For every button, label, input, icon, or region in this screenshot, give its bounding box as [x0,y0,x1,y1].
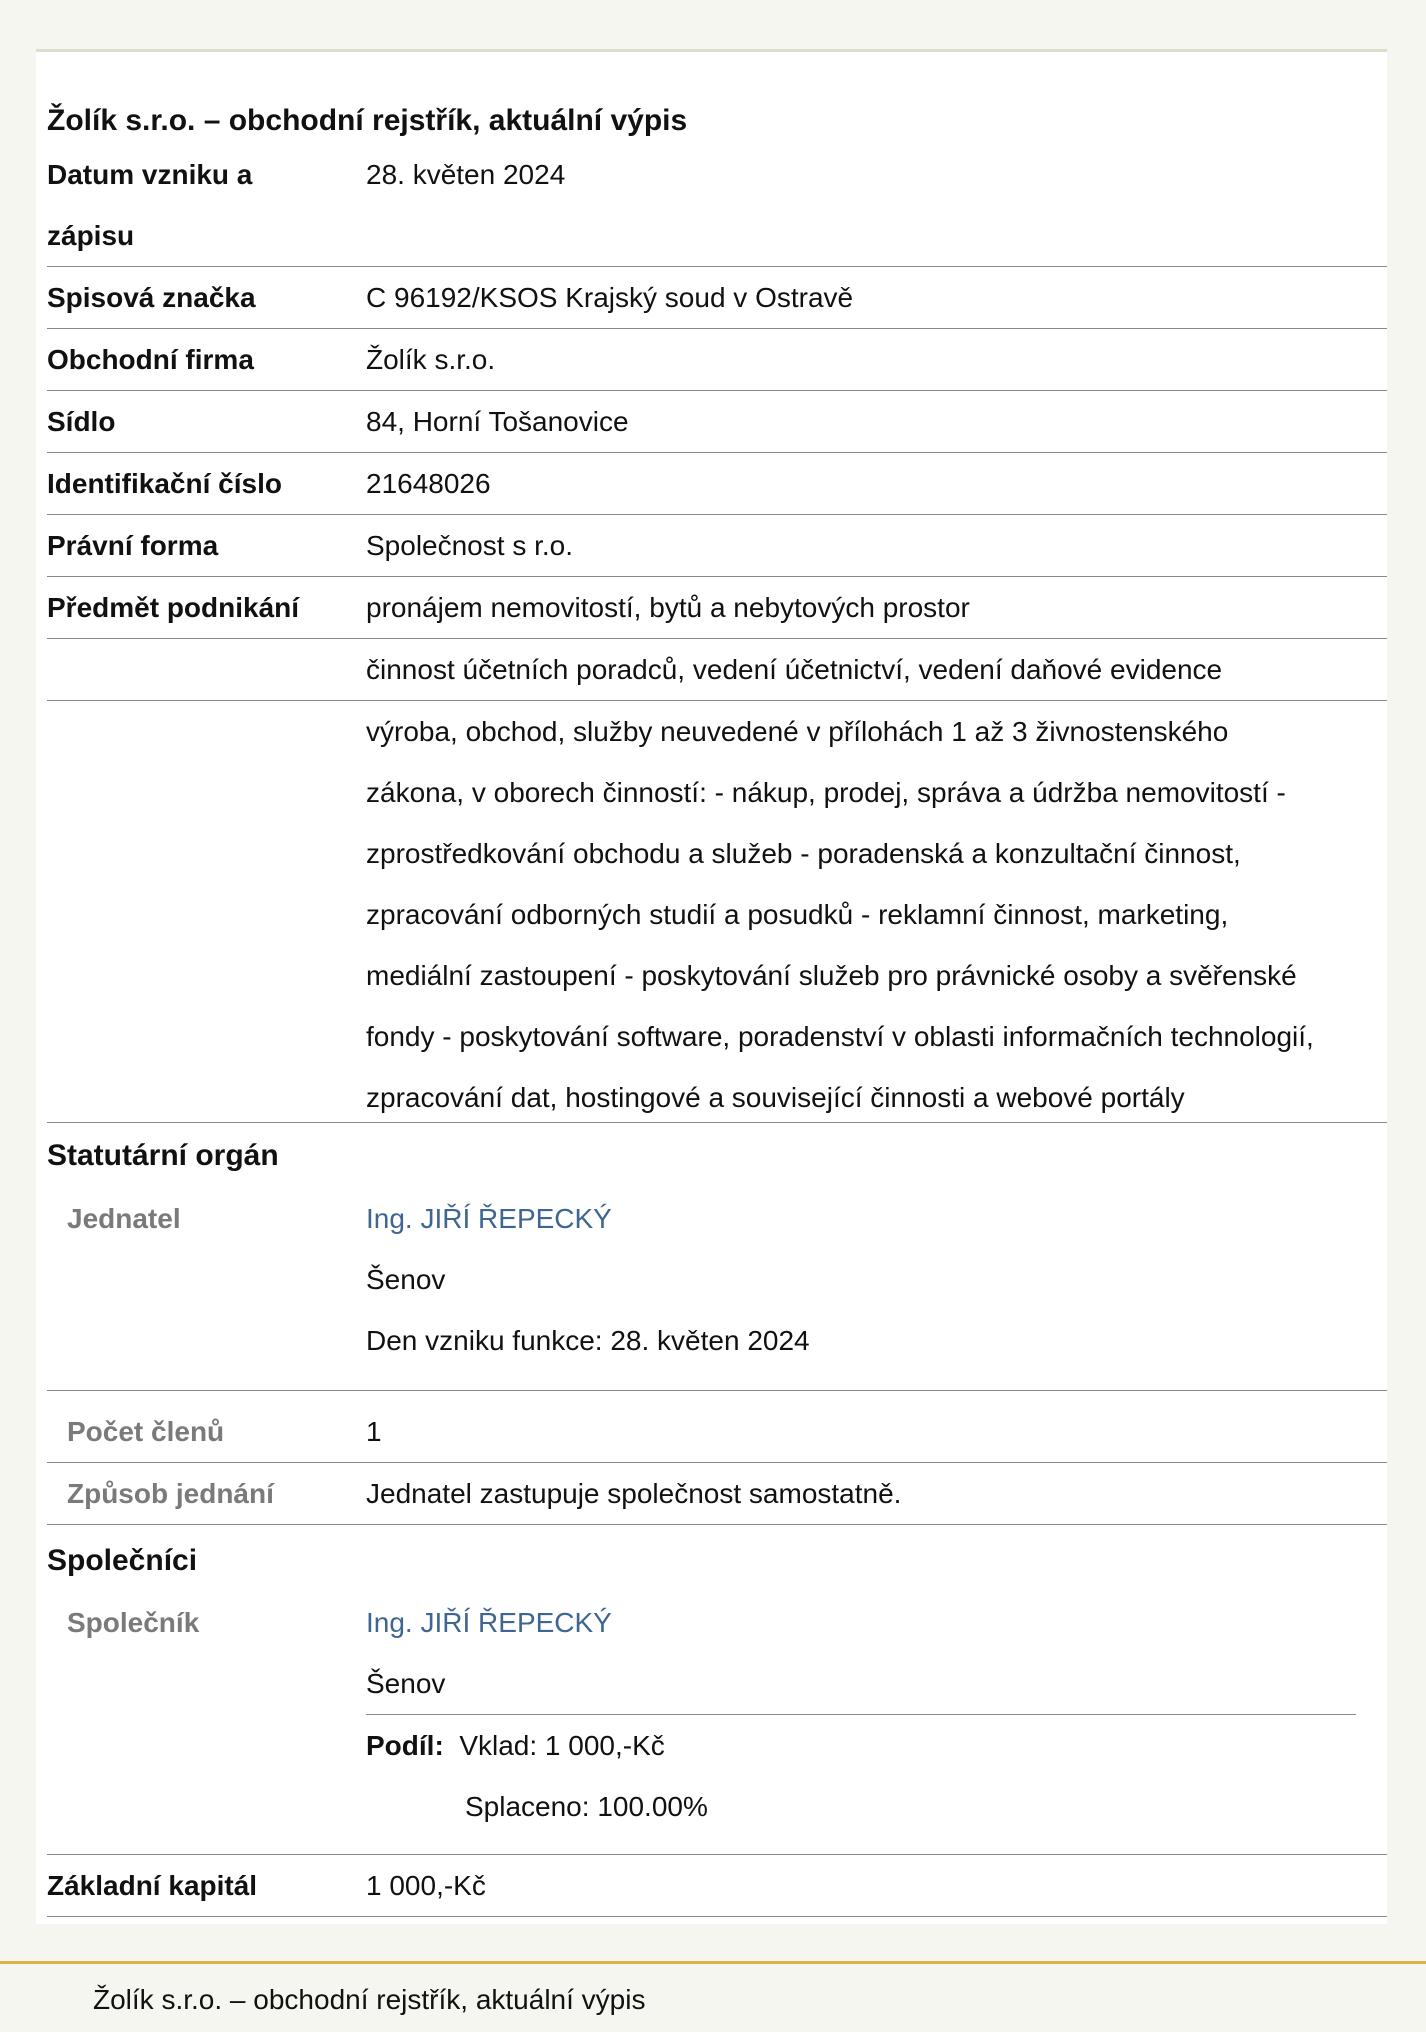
executive-function-start: Den vzniku funkce: 28. květen 2024 [366,1325,810,1356]
row-label: Obchodní firma [47,344,254,375]
row-value-line: zprostředkování obchodu a služeb - poradenská a konzultační činnost, [366,838,1241,869]
row-label: Identifikační číslo [47,468,282,499]
row-member-count [47,1401,1387,1463]
partner-share-line [366,1715,1386,1776]
row-value: Společnost s r.o. [366,530,574,561]
row-value: 1 [366,1416,382,1447]
row-value-line: zákona, v oborech činností: - nákup, prodej, správa a údržba nemovitostí - [366,777,1286,808]
row-label-line: zápisu [47,220,135,251]
page-title: Žolík s.r.o. – obchodní rejstřík, aktuální výpis [47,104,688,137]
row-partner [47,1592,1387,1855]
row-label: Spisová značka [47,282,256,313]
partner-share-line [366,1776,1386,1837]
row-value-line: zpracování odborných studií a posudků - reklamní činnost, marketing, [366,899,1229,930]
row-label: Základní kapitál [47,1870,258,1901]
executive-person-link[interactable]: Ing. JIŘÍ ŘEPECKÝ [366,1203,612,1234]
row-date-of-registration [47,144,1387,267]
partner-share [366,1715,1386,1837]
row-company-id [47,453,1387,515]
row-value [366,144,1386,205]
row-label: Předmět podnikání [47,592,300,623]
row-legal-form [47,515,1387,577]
row-value: C 96192/KSOS Krajský soud v Ostravě [366,282,854,313]
row-value: 21648026 [366,468,491,499]
row-label-line: Datum vzniku a [47,159,253,190]
row-value [366,1592,1386,1714]
row-label: Jednatel [67,1203,181,1234]
row-value-line: zpracování dat, hostingové a související činnosti a webové portály [366,1082,1185,1113]
row-value-line: 28. květen 2024 [366,159,566,190]
row-value: 84, Horní Tošanovice [366,406,629,437]
row-label: Počet členů [67,1416,225,1447]
row-label [47,144,347,266]
row-value [366,701,1386,1128]
register-extract-panel [36,52,1387,1924]
partner-city: Šenov [366,1668,446,1699]
row-manner-of-acting [47,1463,1387,1525]
section-heading-partners: Společníci [47,1544,198,1577]
row-value-line: výroba, obchod, služby neuvedené v přílohách 1 až 3 živnostenského [366,716,1229,747]
row-executive [47,1188,1387,1391]
footer-divider [0,1961,1426,1964]
row-value: Jednatel zastupuje společnost samostatně. [366,1478,902,1509]
row-business-name [47,329,1387,391]
row-share-capital [47,1855,1387,1917]
row-value: činnost účetních poradců, vedení účetnictví, vedení daňové evidence [366,654,1223,685]
share-paid: Splaceno: 100.00% [465,1791,708,1822]
row-value: 1 000,-Kč [366,1870,486,1901]
row-business-activity-3 [47,701,1387,1123]
row-value-line: mediální zastoupení - poskytování služeb pro právnické osoby a svěřenské [366,960,1297,991]
row-label: Právní forma [47,530,219,561]
row-label: Sídlo [47,406,116,437]
footer-title: Žolík s.r.o. – obchodní rejstřík, aktuální výpis [93,1984,646,2015]
row-value: pronájem nemovitostí, bytů a nebytových prostor [366,592,970,623]
row-value [366,1188,1386,1371]
share-label: Podíl: [366,1730,444,1761]
row-label: Společník [67,1607,200,1638]
row-registered-office [47,391,1387,453]
row-value: Žolík s.r.o. [366,344,496,375]
partner-person-link[interactable]: Ing. JIŘÍ ŘEPECKÝ [366,1607,612,1638]
section-heading-statutory-body: Statutární orgán [47,1139,279,1172]
row-label: Způsob jednání [67,1478,274,1509]
row-value-line: fondy - poskytování software, poradenství v oblasti informačních technologií, [366,1021,1314,1052]
row-business-activity-2 [47,639,1387,701]
row-file-number [47,267,1387,329]
row-business-activity [47,577,1387,639]
executive-city: Šenov [366,1264,446,1295]
share-deposit: Vklad: 1 000,-Kč [459,1730,665,1761]
